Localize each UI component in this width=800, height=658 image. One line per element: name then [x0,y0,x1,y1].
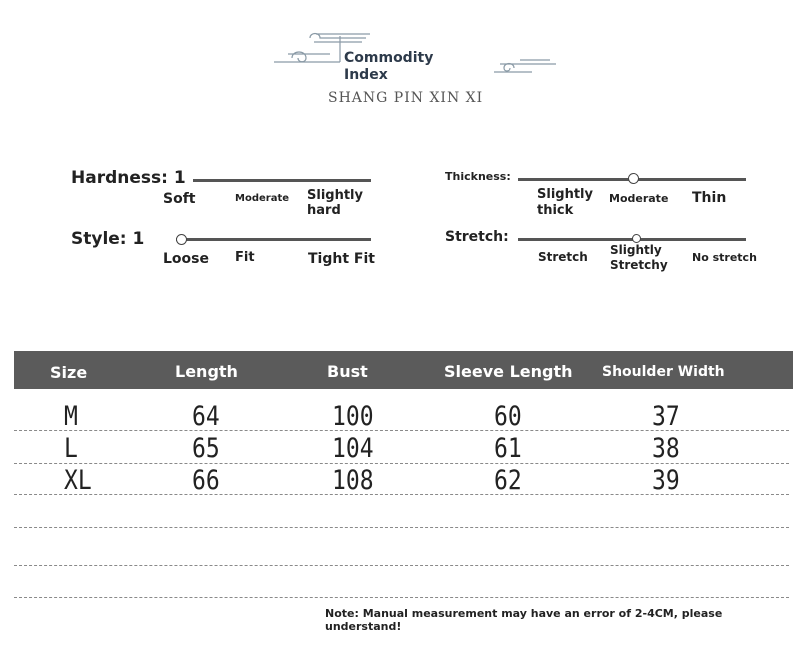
hardness-track [193,179,371,182]
table-cell: 66 [192,466,220,496]
hardness-label: Hardness: 1 [71,168,186,188]
col-header-length: Length [175,362,238,381]
row-divider [14,527,789,528]
stretch-tick-slightly-stretchy: Slightly Stretchy [610,243,668,272]
col-header-shoulder-width: Shoulder Width [602,364,725,380]
table-cell: 104 [332,434,374,464]
measurement-note: Note: Manual measurement may have an error of 2-4CM, please understand! [325,607,723,633]
style-tick-tight-fit: Tight Fit [308,251,375,267]
hardness-tick-slightly-hard: Slightly hard [307,188,363,218]
col-header-size: Size [50,363,88,382]
table-cell: 62 [494,466,522,496]
table-cell: 37 [652,402,680,432]
page-subtitle: SHANG PIN XIN XI [328,90,484,106]
thickness-slider-knob [628,173,639,184]
table-cell: 60 [494,402,522,432]
stretch-label: Stretch: [445,229,509,245]
col-header-sleeve-length: Sleeve Length [444,362,573,381]
table-cell: 100 [332,402,374,432]
row-divider [14,597,789,598]
style-track [176,238,371,241]
table-cell: 38 [652,434,680,464]
style-slider-knob [176,234,187,245]
table-cell: 64 [192,402,220,432]
table-cell: 65 [192,434,220,464]
col-header-bust: Bust [327,362,368,381]
table-cell: 108 [332,466,374,496]
thickness-tick-slightly-thick: Slightly thick [537,187,593,218]
row-divider [14,494,789,495]
table-cell: XL [64,466,92,496]
stretch-slider-knob [632,234,641,243]
thickness-tick-moderate: Moderate [609,192,669,205]
row-divider [14,565,789,566]
hardness-tick-soft: Soft [163,191,196,207]
thickness-tick-thin: Thin [692,190,727,206]
table-cell: M [64,402,78,432]
table-cell: 39 [652,466,680,496]
style-tick-loose: Loose [163,251,209,267]
row-divider [14,430,789,431]
stretch-tick-no-stretch: No stretch [692,251,757,264]
style-label: Style: 1 [71,229,145,249]
table-cell: L [64,434,78,464]
page-title: Commodity Index [344,50,434,83]
row-divider [14,463,789,464]
stretch-tick-stretch: Stretch [538,250,588,264]
style-tick-fit: Fit [235,250,255,265]
table-cell: 61 [494,434,522,464]
thickness-label: Thickness: [445,170,511,183]
hardness-tick-moderate: Moderate [235,193,290,204]
